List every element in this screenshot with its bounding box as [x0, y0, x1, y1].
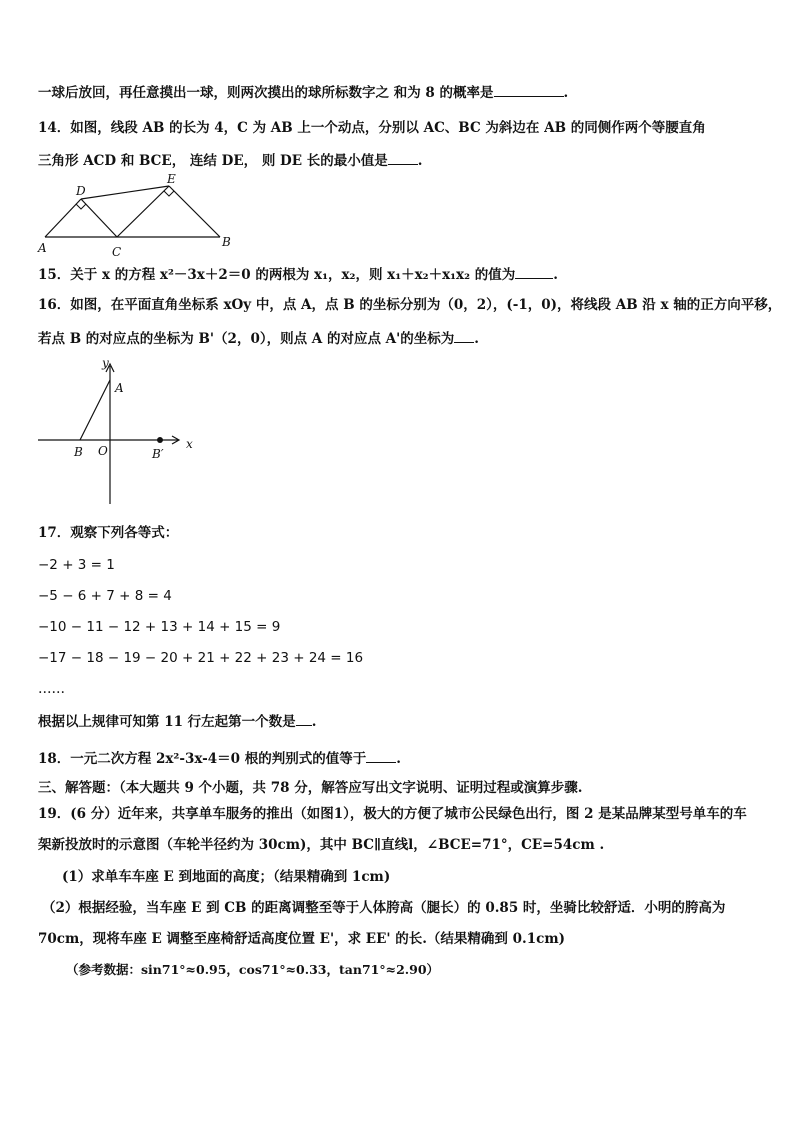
label-A: A — [115, 381, 124, 395]
question-15-text: 15．关于 x 的方程 x²－3x＋2＝0 的两根为 x₁，x₂，则 x₁＋x₂＋x₁x₂ 的值为 — [38, 267, 516, 283]
answer-blank — [388, 150, 418, 165]
label-O: O — [98, 444, 108, 458]
label-D: D — [76, 184, 86, 198]
question-14-text: 三角形 ACD 和 BCE， 连结 DE， 则 DE 长的最小值是 — [38, 153, 388, 169]
axis-label-y: y — [102, 356, 109, 370]
figure-14-triangles — [36, 170, 236, 260]
answer-blank — [366, 748, 396, 763]
question-19-part-2-line-1: （2）根据经验，当车座 E 到 CB 的距离调整至等于人体胯高（腿长）的 0.85 时，坐骑比较舒适．小明的胯高为 — [42, 900, 726, 916]
period: . — [553, 267, 558, 283]
question-17-text: 根据以上规律可知第 11 行左起第一个数是 — [38, 714, 296, 730]
period: . — [311, 714, 317, 730]
label-C: C — [112, 245, 122, 259]
question-19-line-1: 19．(6 分）近年来，共享单车服务的推出（如图1），极大的方便了城市公民绿色出行，图 2 是某品牌某型号单车的车 — [38, 806, 747, 822]
period: . — [417, 153, 423, 169]
question-19-part-2-line-2: 70cm，现将车座 E 调整至座椅舒适高度位置 E'，求 EE' 的长.（结果精确到 0.1cm) — [38, 931, 565, 947]
question-16-line-2 — [38, 328, 479, 348]
question-18 — [38, 748, 401, 768]
period: . — [563, 85, 569, 101]
ellipsis: …… — [38, 681, 65, 697]
question-14-line-1: 14．如图，线段 AB 的长为 4，C 为 AB 上一个动点，分别以 AC、BC 为斜边在 AB 的同侧作两个等腰直角 — [38, 120, 706, 136]
period: . — [396, 751, 401, 767]
label-B: B — [74, 445, 83, 459]
section-3-heading: 三、解答题：（本大题共 9 个小题，共 78 分，解答应写出文字说明、证明过程或演算步骤. — [38, 780, 583, 796]
answer-blank — [515, 264, 553, 279]
label-B-prime: B′ — [152, 447, 164, 461]
equation-4: −17 − 18 − 19 − 20 + 21 + 22 + 23 + 24 = 16 — [38, 650, 364, 666]
question-15 — [38, 264, 558, 284]
label-E: E — [167, 172, 176, 186]
figure-16-coordinate-plane — [36, 356, 206, 506]
question-17-heading: 17．观察下列各等式： — [38, 525, 179, 541]
equation-3: −10 − 11 − 12 + 13 + 14 + 15 = 9 — [38, 619, 281, 635]
period: . — [474, 331, 479, 347]
question-18-text: 18．一元二次方程 2x²-3x-4＝0 根的判别式的值等于 — [38, 751, 367, 767]
answer-blank — [454, 328, 474, 343]
answer-blank — [296, 711, 312, 726]
question-17-ask — [38, 711, 316, 731]
question-16-text: 若点 B 的对应点的坐标为 B'（2，0），则点 A 的对应点 A'的坐标为 — [38, 331, 455, 347]
reference-data: （参考数据：sin71°≈0.95，cos71°≈0.33，tan71°≈2.90） — [66, 962, 440, 977]
question-19-line-2: 架新投放时的示意图（车轮半径约为 30cm)，其中 BC∥直线l，∠BCE=71°，CE=54cm . — [38, 837, 605, 853]
label-A: A — [38, 241, 47, 255]
answer-blank — [494, 82, 564, 97]
question-14-line-2 — [38, 150, 422, 170]
equation-2: −5 − 6 + 7 + 8 = 4 — [38, 588, 172, 604]
question-19-part-1: (1）求单车车座 E 到地面的高度；（结果精确到 1cm) — [62, 869, 391, 885]
line-probability-text: 一球后放回，再任意摸出一球，则两次摸出的球所标数字之 和为 8 的概率是 — [38, 85, 494, 101]
equation-1: −2 + 3 = 1 — [38, 557, 115, 573]
axis-label-x: x — [186, 437, 193, 451]
label-B: B — [222, 235, 231, 249]
question-16-line-1: 16．如图，在平面直角坐标系 xOy 中，点 A，点 B 的坐标分别为（0，2），(-1，0)，将线段 AB 沿 x 轴的正方向平移， — [38, 297, 782, 313]
line-probability-question — [38, 82, 568, 102]
